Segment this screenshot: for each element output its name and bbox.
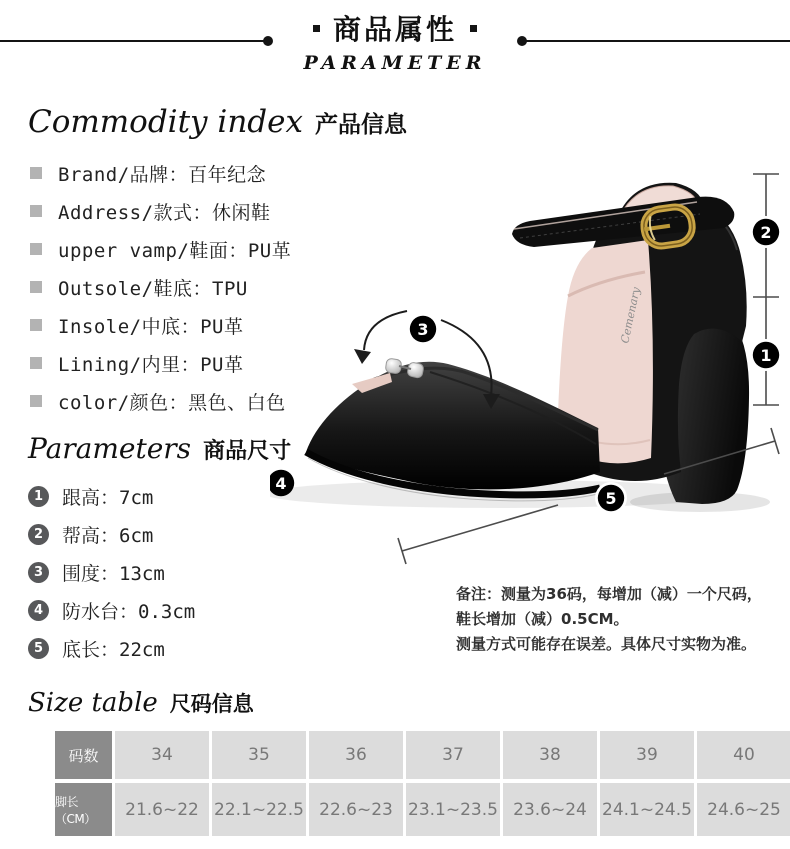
footlength-cell: 21.6~22 bbox=[115, 783, 209, 836]
note-line: 测量方式可能存在误差。具体尺寸实物为准。 bbox=[456, 635, 757, 653]
svg-text:4: 4 bbox=[275, 474, 287, 493]
size-row-header: 码数 bbox=[55, 731, 112, 779]
size-cell: 39 bbox=[600, 731, 694, 779]
commodity-item-style: Address/款式：休闲鞋 bbox=[58, 201, 271, 224]
circled-number-icon: 5 bbox=[28, 638, 49, 659]
marker-3 bbox=[407, 313, 439, 345]
list-item bbox=[28, 629, 291, 667]
square-bullet-icon bbox=[30, 243, 42, 255]
table-row bbox=[55, 731, 790, 779]
note-line: 鞋长增加（减）0.5CM。 bbox=[456, 610, 629, 628]
girth-arrow-left bbox=[364, 311, 407, 350]
size-table-section bbox=[28, 688, 254, 718]
title-left-dot-icon bbox=[313, 25, 320, 32]
page-title: 商品属性 bbox=[332, 13, 457, 46]
commodity-item-outsole: Outsole/鞋底：TPU bbox=[58, 277, 248, 300]
size-cell: 35 bbox=[212, 731, 306, 779]
square-bullet-icon bbox=[30, 319, 42, 331]
size-cell: 34 bbox=[115, 731, 209, 779]
circled-number-icon: 3 bbox=[28, 562, 49, 583]
size-cell: 36 bbox=[309, 731, 403, 779]
product-image bbox=[270, 160, 790, 580]
commodity-item-brand: Brand/品牌：百年纪念 bbox=[58, 163, 267, 186]
svg-text:1: 1 bbox=[760, 346, 772, 365]
list-item bbox=[28, 477, 291, 515]
commodity-item-vamp: upper vamp/鞋面：PU革 bbox=[58, 239, 292, 262]
commodity-item-insole: Insole/中底：PU革 bbox=[58, 315, 244, 338]
commodity-item-color: color/颜色：黑色、白色 bbox=[58, 391, 286, 414]
footlength-cell: 24.1~24.5 bbox=[600, 783, 694, 836]
marker-5 bbox=[595, 482, 627, 514]
svg-text:2: 2 bbox=[760, 223, 772, 242]
param-shaft-height: 帮高：6cm bbox=[62, 524, 154, 547]
commodity-heading-zh: 产品信息 bbox=[314, 112, 407, 138]
footlength-cell: 22.1~22.5 bbox=[212, 783, 306, 836]
insole-brand-text: Cemenary bbox=[618, 286, 643, 345]
square-bullet-icon bbox=[30, 205, 42, 217]
footlength-cell: 22.6~23 bbox=[309, 783, 403, 836]
size-cell: 37 bbox=[406, 731, 500, 779]
commodity-heading-en: Commodity index bbox=[28, 104, 303, 140]
circled-number-icon: 1 bbox=[28, 486, 49, 507]
table-row bbox=[55, 783, 790, 836]
param-heel-height: 跟高：7cm bbox=[62, 486, 154, 509]
header bbox=[0, 8, 790, 74]
arrowhead-icon bbox=[354, 349, 371, 364]
size-heading-en: Size table bbox=[28, 688, 158, 718]
parameters-heading-en: Parameters bbox=[28, 432, 192, 465]
parameters-section bbox=[28, 432, 291, 667]
size-cell: 40 bbox=[697, 731, 790, 779]
footlength-cell: 23.6~24 bbox=[503, 783, 597, 836]
footlength-cell: 23.1~23.5 bbox=[406, 783, 500, 836]
circled-number-icon: 2 bbox=[28, 524, 49, 545]
measurement-note bbox=[456, 582, 788, 657]
list-item bbox=[28, 591, 291, 629]
note-line: 备注：测量为36码，每增加（减）一个尺码， bbox=[456, 585, 762, 603]
footlength-row-header: 脚长（CM） bbox=[55, 783, 112, 836]
svg-text:5: 5 bbox=[605, 489, 617, 508]
parameters-list bbox=[28, 477, 291, 667]
square-bullet-icon bbox=[30, 357, 42, 369]
size-table bbox=[55, 731, 790, 836]
param-platform: 防水台：0.3cm bbox=[62, 600, 196, 623]
circled-number-icon: 4 bbox=[28, 600, 49, 621]
param-girth: 围度：13cm bbox=[62, 562, 165, 585]
title-right-dot-icon bbox=[470, 25, 477, 32]
square-bullet-icon bbox=[30, 281, 42, 293]
list-item bbox=[28, 515, 291, 553]
commodity-item-lining: Lining/内里：PU革 bbox=[58, 353, 244, 376]
svg-text:3: 3 bbox=[417, 320, 429, 339]
list-item bbox=[28, 553, 291, 591]
footlength-cell: 24.6~25 bbox=[697, 783, 790, 836]
parameters-heading-zh: 商品尺寸 bbox=[203, 439, 292, 464]
square-bullet-icon bbox=[30, 167, 42, 179]
page-subtitle: PARAMETER bbox=[303, 52, 487, 74]
size-cell: 38 bbox=[503, 731, 597, 779]
square-bullet-icon bbox=[30, 395, 42, 407]
size-heading-zh: 尺码信息 bbox=[169, 692, 254, 716]
marker-1 bbox=[750, 339, 782, 371]
param-sole-length: 底长：22cm bbox=[62, 638, 165, 661]
marker-2 bbox=[750, 216, 782, 248]
